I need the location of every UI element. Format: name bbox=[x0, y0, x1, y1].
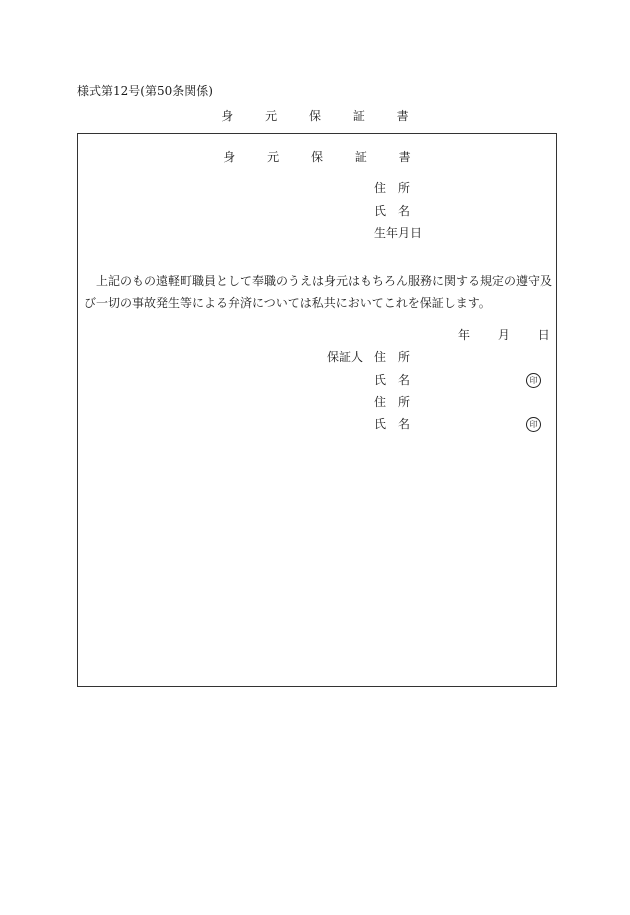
guarantor2-address-label: 住 所 bbox=[374, 395, 411, 409]
guarantor2-name-label: 氏 名 bbox=[374, 417, 411, 431]
title-char: 書 bbox=[396, 109, 409, 123]
title-char: 保 bbox=[308, 109, 321, 123]
employee-address-label: 住 所 bbox=[374, 181, 411, 195]
guarantor2-seal-mark: 印 bbox=[526, 417, 541, 432]
title-char: 保 bbox=[310, 150, 323, 164]
guarantor1-name-label: 氏 名 bbox=[374, 373, 411, 387]
title-char: 証 bbox=[354, 150, 367, 164]
form-title bbox=[78, 150, 556, 164]
date-month-label: 月 bbox=[497, 328, 510, 342]
date-line bbox=[458, 328, 550, 342]
date-day-label: 日 bbox=[537, 328, 550, 342]
document-title bbox=[0, 109, 630, 123]
guarantor1-seal-mark: 印 bbox=[526, 373, 541, 388]
form-frame bbox=[77, 133, 557, 687]
title-char: 元 bbox=[267, 150, 280, 164]
guarantor1-address-label: 住 所 bbox=[374, 350, 411, 364]
employee-birthdate-label: 生年月日 bbox=[374, 226, 423, 240]
statement-line: び一切の事故発生等による弁済については私共においてこれを保証します。 bbox=[84, 296, 491, 310]
statement-line: 上記のもの遠軽町職員として奉職のうえは身元はもちろん服務に関する規定の遵守及 bbox=[84, 274, 553, 288]
title-char: 証 bbox=[352, 109, 365, 123]
title-char: 元 bbox=[265, 109, 278, 123]
date-year-label: 年 bbox=[458, 328, 471, 342]
title-char: 身 bbox=[223, 150, 236, 164]
title-char: 身 bbox=[221, 109, 234, 123]
title-char: 書 bbox=[398, 150, 411, 164]
guarantee-statement bbox=[84, 270, 552, 314]
guarantor-label: 保証人 bbox=[327, 350, 364, 364]
employee-name-label: 氏 名 bbox=[374, 204, 411, 218]
form-number: 様式第12号(第50条関係) bbox=[77, 84, 213, 98]
